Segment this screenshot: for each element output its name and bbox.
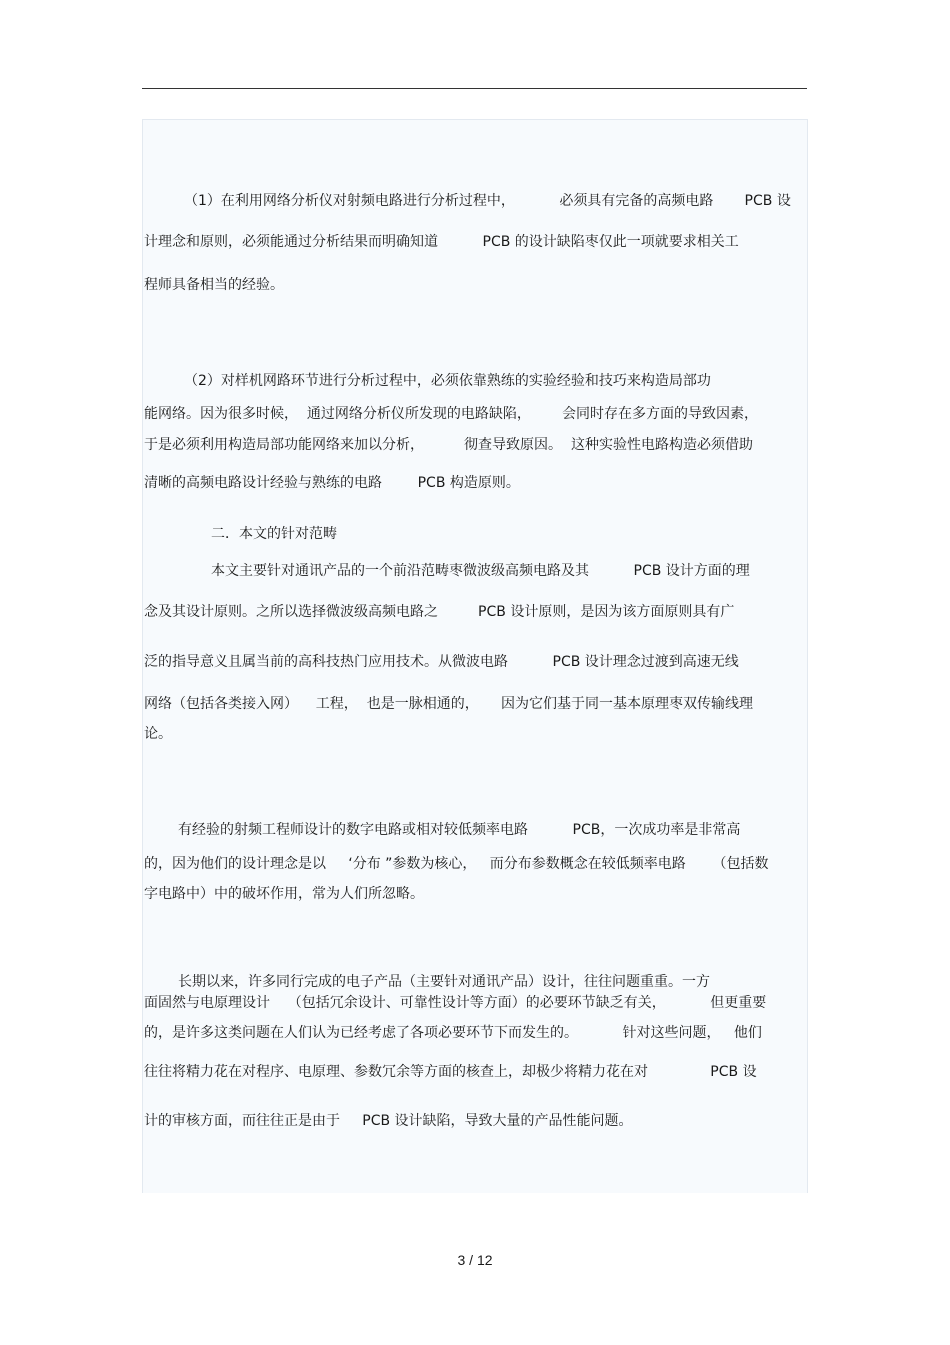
paragraph-5-line-3: 的，是许多这类问题在人们认为已经考虑了各项必要环节下而发生的。 针对这些问题， 他们 <box>144 1025 762 1041</box>
paragraph-5-line-2: 面固然与电原理设计 （包括冗余设计、可靠性设计等方面）的必要环节缺乏有关， 但更重要 <box>144 995 767 1011</box>
paragraph-3-line-2: 念及其设计原则。之所以选择微波级高频电路之 PCB 设计原则，是因为该方面原则具有广 <box>144 604 735 620</box>
paragraph-2-line-4: 清晰的高频电路设计经验与熟练的电路 PCB 构造原则。 <box>144 475 520 491</box>
paragraph-2-line-1: （2）对样机网路环节进行分析过程中，必须依靠熟练的实验经验和技巧来构造局部功 <box>184 373 711 389</box>
paragraph-3-line-1: 本文主要针对通讯产品的一个前沿范畴枣微波级高频电路及其 PCB 设计方面的理 <box>211 563 750 579</box>
paragraph-2-line-3: 于是必须利用构造局部功能网络来加以分析， 彻查导致原因。 这种实验性电路构造必须借助 <box>144 437 753 453</box>
paragraph-5-line-4: 往往将精力花在对程序、电原理、参数冗余等方面的核查上，却极少将精力花在对 PCB 设 <box>144 1064 757 1080</box>
paragraph-4-line-2: 的，因为他们的设计理念是以 ‘分布 ”参数为核心， 而分布参数概念在较低频率电路 （包括数 <box>144 856 769 872</box>
paragraph-1-line-2: 计理念和原则，必须能通过分析结果而明确知道 PCB 的设计缺陷枣仅此一项就要求相关工 <box>144 234 739 250</box>
paragraph-2-line-2: 能网络。因为很多时候， 通过网络分析仪所发现的电路缺陷， 会同时存在多方面的导致因素， <box>144 406 759 422</box>
paragraph-4-line-1: 有经验的射频工程师设计的数字电路或相对较低频率电路 PCB，一次成功率是非常高 <box>178 822 741 838</box>
paragraph-3-line-4: 网络（包括各类接入网） 工程， 也是一脉相通的， 因为它们基于同一基本原理枣双传输线理 <box>144 696 753 712</box>
paragraph-5-line-5: 计的审核方面，而往往正是由于 PCB 设计缺陷，导致大量的产品性能问题。 <box>144 1113 633 1129</box>
paragraph-4-line-3: 字电路中）中的破坏作用，常为人们所忽略。 <box>144 886 424 902</box>
paragraph-1-line-3: 程师具备相当的经验。 <box>144 277 284 293</box>
header-rule <box>142 88 807 89</box>
paragraph-3-line-5: 论。 <box>144 726 172 742</box>
paragraph-1-line-1: （1）在利用网络分析仪对射频电路进行分析过程中， 必须具有完备的高频电路 PCB 设 <box>184 193 791 209</box>
section-heading: 二．本文的针对范畴 <box>211 526 337 542</box>
paragraph-5-line-1: 长期以来，许多同行完成的电子产品（主要针对通讯产品）设计，往往问题重重。一方 <box>178 974 710 990</box>
paragraph-3-line-3: 泛的指导意义且属当前的高科技热门应用技术。从微波电路 PCB 设计理念过渡到高速无线 <box>144 654 739 670</box>
page-number: 3 / 12 <box>457 1252 493 1268</box>
